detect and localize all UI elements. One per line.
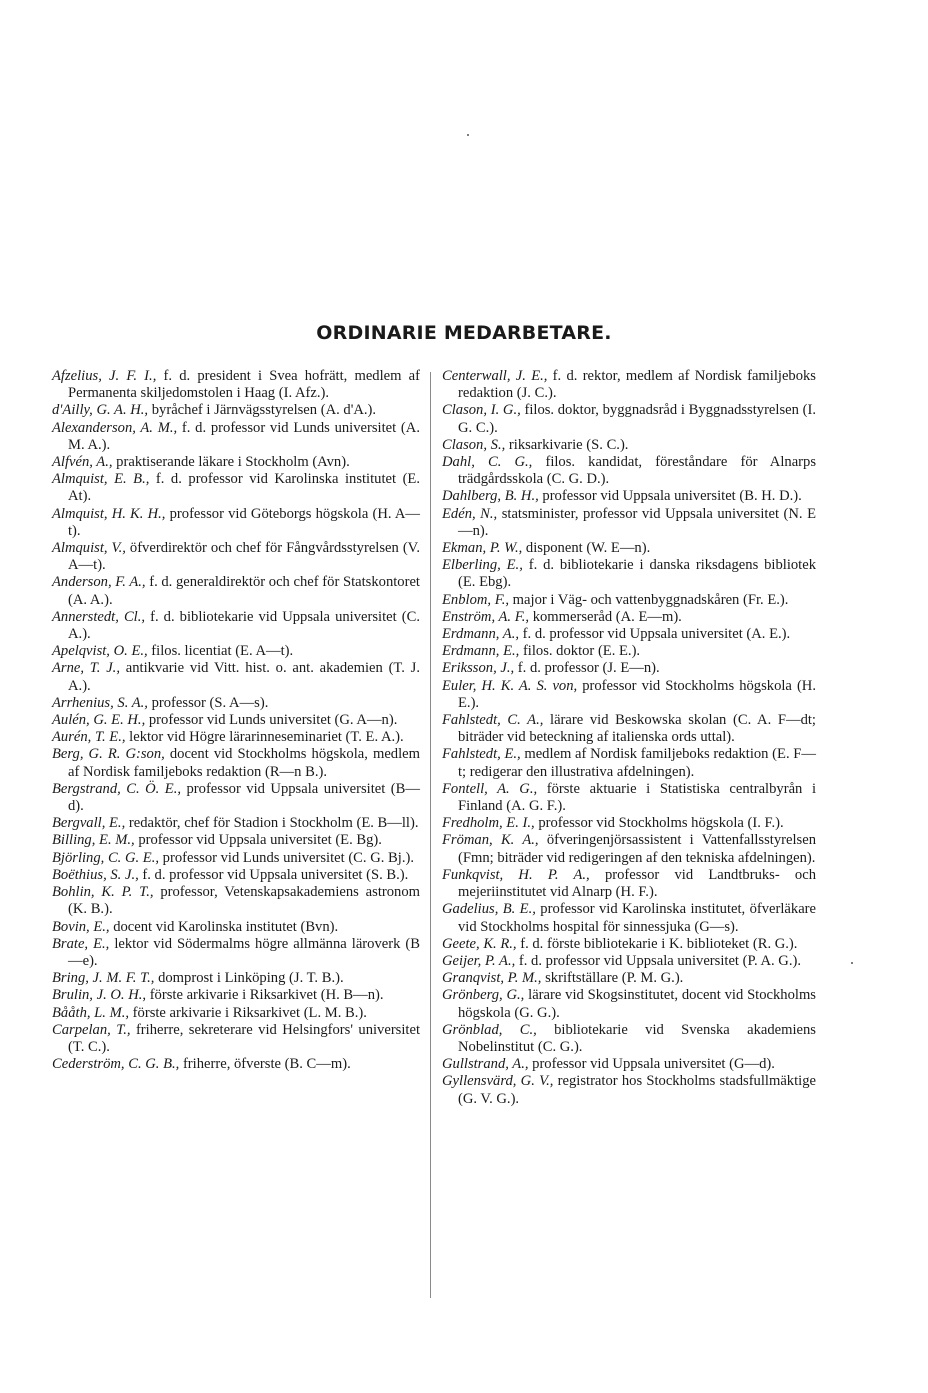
contributor-name: Björling, C. G. E., (52, 849, 160, 866)
contributor-name: Erdmann, E., (442, 643, 520, 660)
contributor-name: Dahlberg, B. H., (442, 488, 539, 505)
contributor-description: professor vid Landtbruks- och mejeriinstitutet vid Alnarp (H. F.). (458, 866, 816, 901)
contributor-description: major i Väg- och vattenbyggnadskåren (Fr. E.). (509, 591, 789, 608)
contributor-entry (52, 420, 420, 454)
contributor-name: Geete, K. R., (442, 935, 517, 952)
contributor-name: Grönberg, G., (442, 987, 525, 1004)
contributor-name: Gyllensvärd, G. V., (442, 1073, 554, 1090)
contributor-name: Grönblad, C., (442, 1021, 537, 1038)
contributor-name: Fredholm, E. I., (442, 815, 535, 832)
contributor-entry (442, 987, 816, 1021)
contributor-entry (442, 1022, 816, 1056)
contributor-entry (52, 987, 420, 1004)
contributor-entry (442, 1073, 816, 1107)
contributor-entry (442, 815, 816, 832)
contributor-entry (52, 832, 420, 849)
contributor-entry (52, 695, 420, 712)
contributor-entry (442, 506, 816, 540)
contributors-column-right (442, 368, 816, 1108)
contributor-entry (442, 953, 816, 970)
contributor-description: f. d. professor vid Uppsala universitet (S. B.). (138, 866, 409, 883)
contributor-entry (52, 660, 420, 694)
contributor-description: professor, Vetenskapsakademiens astronom (K. B.). (68, 884, 420, 918)
contributor-name: Enström, A. F., (442, 608, 530, 625)
contributor-name: Bååth, L. M., (52, 1004, 130, 1021)
contributor-entry (52, 1005, 420, 1022)
contributor-name: Funkqvist, H. P. A., (442, 866, 590, 883)
contributor-name: Arne, T. J., (52, 660, 120, 677)
contributor-entry (442, 454, 816, 488)
contributor-name: Aurén, T. E., (52, 729, 126, 746)
contributor-name: Ekman, P. W., (442, 540, 523, 557)
scan-speck (467, 134, 469, 136)
contributor-name: Geijer, P. A., (442, 952, 516, 969)
contributor-name: Bergvall, E., (52, 815, 126, 832)
contributor-entry (52, 574, 420, 608)
contributor-entry (52, 368, 420, 402)
page-title: ORDINARIE MEDARBETARE. (316, 322, 612, 344)
contributor-description: förste arkivarie i Riksarkivet (L. M. B.). (129, 1004, 367, 1021)
contributor-description: öfverdirektör och chef för Fångvårdsstyrelsen (V. A—t). (68, 540, 420, 574)
contributor-description: filos. doktor (E. E.). (519, 643, 641, 660)
contributor-entry (52, 540, 420, 574)
contributor-description: filos. kandidat, föreståndare för Alnarps trädgårdsskola (C. G. D.). (458, 454, 817, 488)
contributor-entry (52, 919, 420, 936)
contributor-name: Fahlstedt, C. A., (442, 712, 544, 729)
contributor-name: Almquist, E. B., (52, 471, 150, 488)
contributor-description: professor vid Stockholms högskola (I. F.). (534, 815, 784, 832)
contributor-entry (442, 832, 816, 866)
contributor-entry (442, 712, 816, 746)
contributor-name: Boëthius, S. J., (52, 866, 139, 883)
contributor-description: registrator hos Stockholms stadsfullmäktige (G. V. G.). (458, 1073, 816, 1107)
contributor-name: d'Ailly, G. A. H., (52, 402, 149, 419)
contributor-description: professor vid Lunds universitet (C. G. Bj.). (159, 849, 414, 866)
contributor-entry (52, 609, 420, 643)
contributor-description: byråchef i Järnvägsstyrelsen (A. d'A.). (148, 402, 377, 419)
contributor-entry (442, 592, 816, 609)
contributor-description: professor vid Göteborgs högskola (H. A—t). (68, 505, 421, 539)
contributor-description: förste aktuarie i Statistiska centralbyrån i Finland (A. G. F.). (458, 780, 816, 815)
contributor-description: professor vid Uppsala universitet (B—d). (68, 780, 420, 815)
contributor-name: Brulin, J. O. H., (52, 987, 147, 1004)
contributor-name: Cederström, C. G. B., (52, 1056, 180, 1073)
contributor-description: docent vid Stockholms högskola, medlem af Nordisk familjeboks redaktion (R—n B.). (68, 746, 420, 780)
contributor-name: Clason, I. G., (442, 402, 521, 419)
contributor-entry (442, 437, 816, 454)
contributor-description: professor vid Uppsala universitet (G—d). (528, 1056, 775, 1073)
contributor-name: Erdmann, A., (442, 626, 520, 643)
contributor-name: Almquist, V., (52, 540, 126, 557)
contributor-description: f. d. professor (J. E—n). (514, 660, 660, 677)
contributor-name: Euler, H. K. A. S. von, (442, 677, 578, 694)
contributor-name: Bohlin, K. P. T., (52, 884, 154, 901)
contributor-description: professor vid Karolinska institutet, öfverläkare vid Stockholms hospital för sinnessjuka (G—s). (458, 901, 817, 935)
contributor-name: Centerwall, J. E., (442, 368, 548, 384)
contributor-description: professor vid Stockholms högskola (H. E.). (458, 677, 816, 711)
contributor-name: Bring, J. M. F. T., (52, 970, 155, 987)
contributor-entry (52, 506, 420, 540)
contributor-name: Eriksson, J., (442, 660, 515, 677)
contributor-description: praktiserande läkare i Stockholm (Avn). (112, 454, 350, 471)
contributor-description: riksarkivarie (S. C.). (505, 436, 629, 453)
contributor-name: Granqvist, P. M., (442, 970, 542, 987)
contributor-entry (442, 368, 816, 402)
contributor-description: f. d. bibliotekarie i danska riksdagens bibliotek (E. Ebg). (458, 557, 817, 591)
contributor-name: Dahl, C. G., (442, 454, 533, 471)
contributor-description: förste arkivarie i Riksarkivet (H. B—n). (146, 987, 384, 1004)
contributor-name: Fröman, K. A., (442, 832, 539, 849)
contributor-entry (52, 746, 420, 780)
contributor-entry (52, 781, 420, 815)
contributor-description: professor vid Uppsala universitet (E. Bg). (134, 832, 382, 849)
contributor-name: Bovin, E., (52, 918, 110, 935)
contributor-entry (442, 540, 816, 557)
contributor-entry (442, 660, 816, 677)
contributor-description: disponent (W. E—n). (522, 540, 651, 557)
contributor-description: lärare vid Skogsinstitutet, docent vid Stockholms högskola (G. G.). (458, 987, 816, 1021)
contributor-entry (52, 471, 420, 505)
contributor-description: f. d. professor vid Karolinska institutet (E. At). (68, 471, 420, 505)
contributor-description: öfveringenjörsassistent i Vattenfallsstyrelsen (Fmn; biträder vid redigeringen af den tekniska afdelningen). (458, 832, 816, 866)
contributor-entry (52, 936, 420, 970)
column-divider (430, 372, 431, 1298)
contributor-name: Berg, G. R. G:son, (52, 746, 165, 763)
contributor-description: filos. licentiat (E. A—t). (147, 643, 294, 660)
contributor-name: Anderson, F. A., (52, 574, 146, 591)
contributor-description: professor (S. A—s). (147, 694, 269, 711)
contributor-entry (442, 970, 816, 987)
contributor-name: Edén, N., (442, 505, 498, 522)
contributor-name: Gadelius, B. E., (442, 901, 536, 918)
contributor-name: Bergstrand, C. Ö. E., (52, 780, 182, 797)
contributor-entry (442, 1056, 816, 1073)
contributor-entry (442, 781, 816, 815)
contributor-entry (442, 609, 816, 626)
contributor-entry (442, 867, 816, 901)
contributor-entry (52, 1022, 420, 1056)
contributor-name: Afzelius, J. F. I., (52, 368, 157, 384)
contributor-name: Fontell, A. G., (442, 780, 538, 797)
contributor-entry (52, 867, 420, 884)
contributor-description: f. d. president i Svea hofrätt, medlem af Permanenta skiljedomstolen i Haag (I. Afz.). (68, 368, 420, 402)
contributor-name: Elberling, E., (442, 557, 523, 574)
contributor-entry (52, 815, 420, 832)
contributor-description: medlem af Nordisk familjeboks redaktion (E. F—t; redigerar den illustrativa afdelningen). (458, 746, 816, 780)
contributor-description: antikvarie vid Vitt. hist. o. ant. akademien (T. J. A.). (68, 660, 420, 694)
contributor-description: lärare vid Beskowska skolan (C. A. F—dt; biträder vid beteckning af italienska ords uttal). (458, 712, 816, 746)
contributor-name: Billing, E. M., (52, 832, 135, 849)
contributor-name: Fahlstedt, E., (442, 746, 521, 763)
contributor-description: skriftställare (P. M. G.). (541, 970, 684, 987)
contributor-description: statsminister, professor vid Uppsala universitet (N. E—n). (458, 505, 816, 539)
contributor-description: f. d. bibliotekarie vid Uppsala universitet (C. A.). (68, 608, 420, 643)
contributor-entry (52, 643, 420, 660)
contributor-entry (52, 1056, 420, 1073)
contributor-description: bibliotekarie vid Svenska akademiens Nobelinstitut (C. G.). (458, 1021, 816, 1055)
contributor-name: Almquist, H. K. H., (52, 505, 166, 522)
contributor-entry (52, 850, 420, 867)
contributor-entry (52, 712, 420, 729)
contributor-entry (442, 402, 816, 436)
contributor-entry (52, 970, 420, 987)
scan-speck (851, 962, 853, 964)
contributor-description: lektor vid Södermalms högre allmänna läroverk (B—e). (68, 935, 421, 969)
contributor-description: filos. doktor, byggnadsråd i Byggnadsstyrelsen (I. G. C.). (458, 402, 816, 436)
contributor-entry (442, 557, 816, 591)
contributor-description: f. d. professor vid Uppsala universitet (A. E.). (519, 626, 791, 643)
contributor-name: Gullstrand, A., (442, 1056, 529, 1073)
contributor-entry (52, 884, 420, 918)
contributor-description: domprost i Linköping (J. T. B.). (154, 970, 344, 987)
contributor-description: lektor vid Högre lärarinneseminariet (T. E. A.). (125, 729, 404, 746)
contributor-name: Apelqvist, O. E., (52, 643, 148, 660)
contributor-description: kommerseråd (A. E—m). (529, 608, 682, 625)
contributor-entry (52, 402, 420, 419)
contributor-entry (442, 678, 816, 712)
contributor-name: Alfvén, A., (52, 454, 113, 471)
contributor-name: Brate, E., (52, 935, 110, 952)
contributor-entry (442, 488, 816, 505)
contributor-description: f. d. rektor, medlem af Nordisk familjeboks redaktion (J. C.). (458, 368, 816, 402)
contributor-name: Aulén, G. E. H., (52, 712, 146, 729)
contributor-entry (442, 643, 816, 660)
contributor-description: redaktör, chef för Stadion i Stockholm (E. B—ll). (125, 815, 419, 832)
contributor-description: f. d. generaldirektör och chef för Statskontoret (A. A.). (68, 574, 420, 608)
contributor-name: Clason, S., (442, 436, 506, 453)
contributor-entry (442, 626, 816, 643)
contributor-description: friherre, öfverste (B. C—m). (179, 1056, 351, 1073)
contributor-entry (442, 901, 816, 935)
contributor-entry (442, 746, 816, 780)
contributor-description: docent vid Karolinska institutet (Bvn). (109, 918, 339, 935)
contributor-description: friherre, sekreterare vid Helsingfors' universitet (T. C.). (68, 1021, 420, 1055)
contributor-entry (52, 729, 420, 746)
contributor-description: professor vid Lunds universitet (G. A—n). (145, 712, 398, 729)
contributor-description: f. d. förste bibliotekarie i K. biblioteket (R. G.). (516, 935, 798, 952)
contributor-name: Arrhenius, S. A., (52, 694, 148, 711)
contributor-description: f. d. professor vid Lunds universitet (A. M. A.). (68, 419, 420, 453)
contributor-name: Annerstedt, Cl., (52, 608, 146, 625)
contributor-entry (52, 454, 420, 471)
contributor-description: professor vid Uppsala universitet (B. H. D.). (538, 488, 802, 505)
contributors-column-left (52, 368, 420, 1073)
contributor-name: Carpelan, T., (52, 1021, 131, 1038)
contributor-description: f. d. professor vid Uppsala universitet (P. A. G.). (515, 952, 802, 969)
contributor-entry (442, 936, 816, 953)
contributor-name: Alexanderson, A. M., (52, 419, 178, 436)
contributor-name: Enblom, F., (442, 591, 510, 608)
